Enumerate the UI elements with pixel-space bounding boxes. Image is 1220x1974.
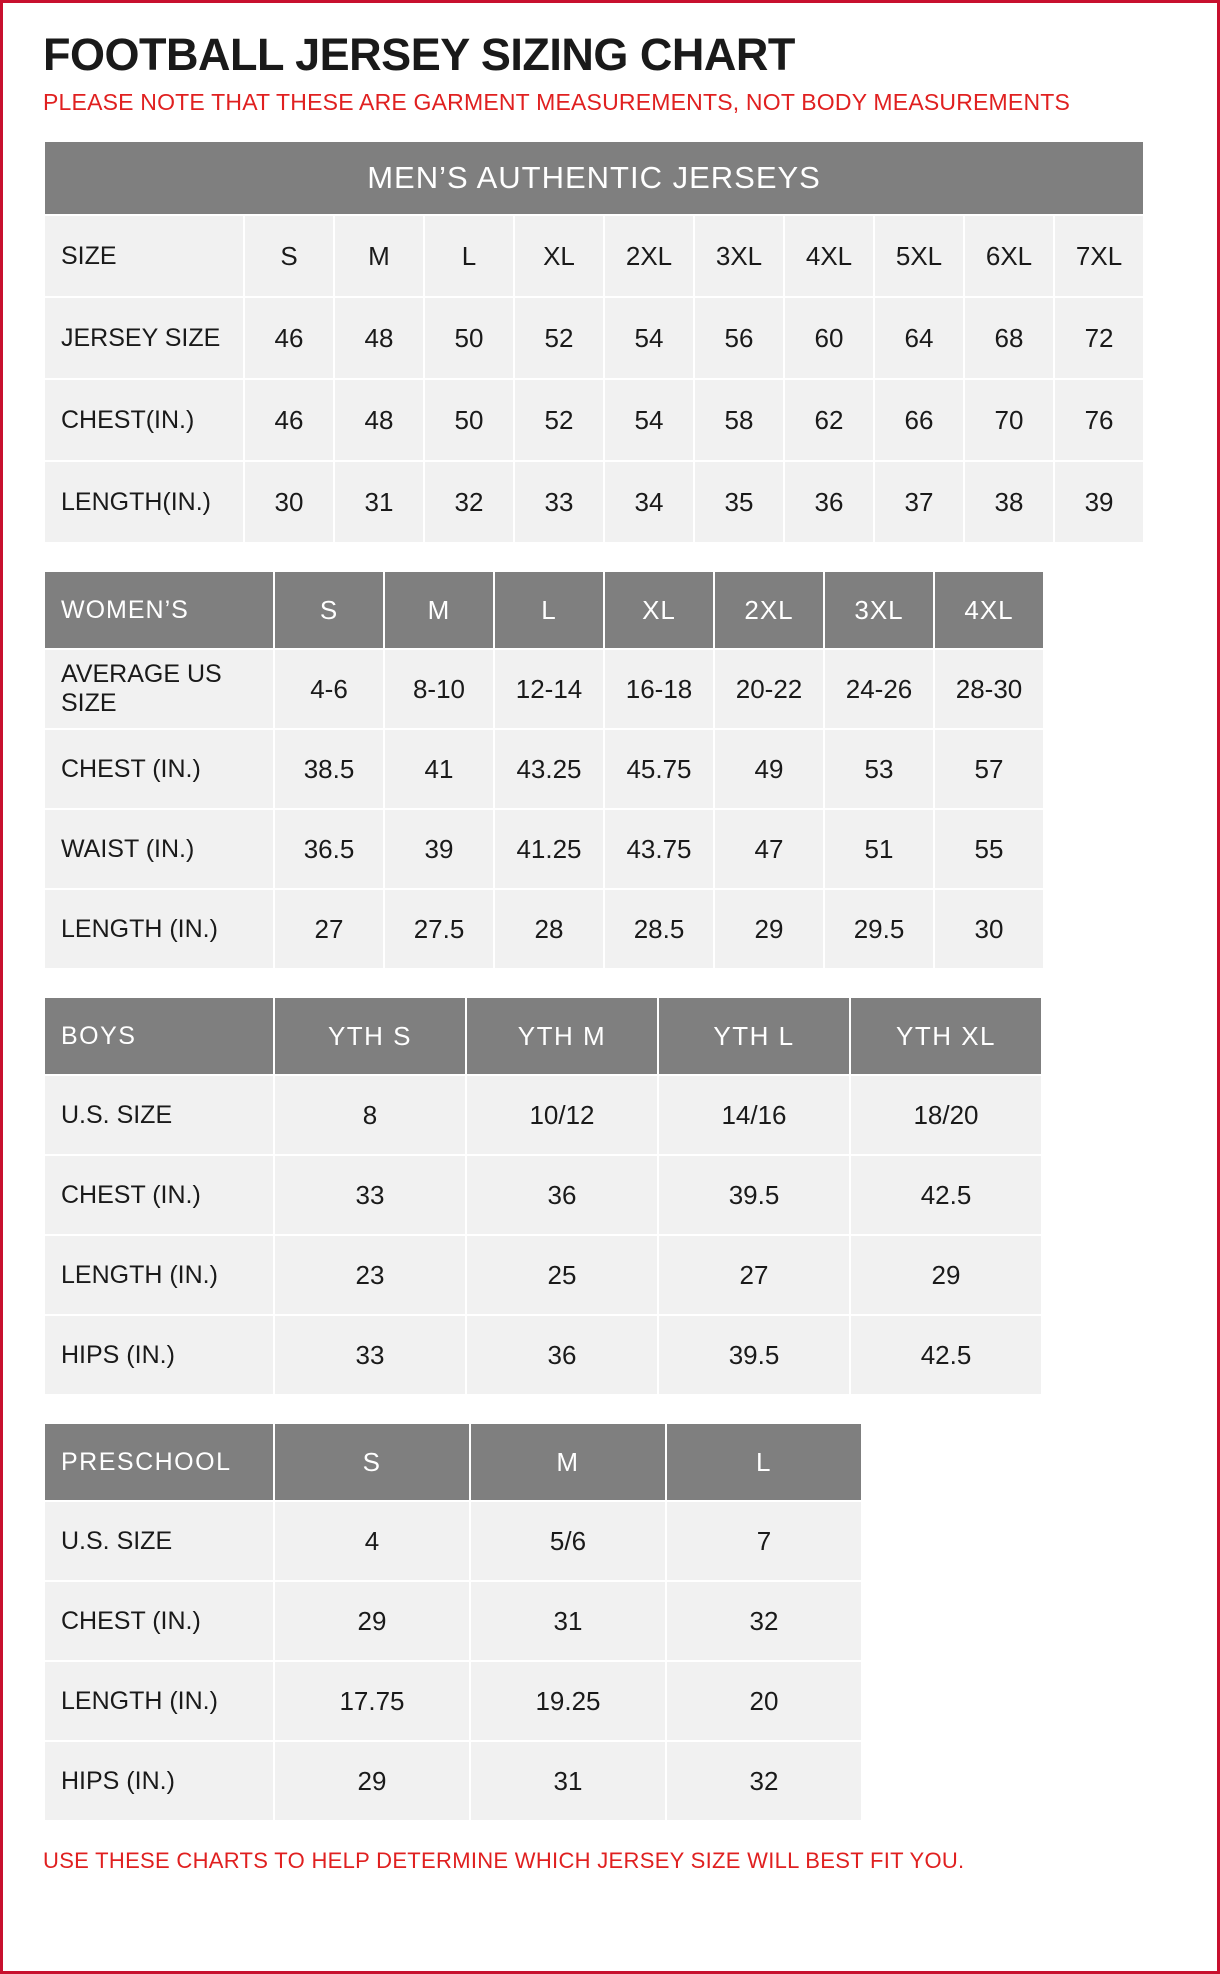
table-cell: 72	[1054, 297, 1144, 379]
row-label: SIZE	[44, 215, 244, 297]
table-cell: 20	[666, 1661, 862, 1741]
table-cell: 29	[274, 1581, 470, 1661]
table-cell: 4XL	[784, 215, 874, 297]
table-cell: 12-14	[494, 649, 604, 729]
table-cell: 46	[244, 297, 334, 379]
table-cell: 46	[244, 379, 334, 461]
table-cell: 4-6	[274, 649, 384, 729]
table-cell: 5XL	[874, 215, 964, 297]
row-label: HIPS (IN.)	[44, 1315, 274, 1395]
table-row	[44, 1235, 1042, 1315]
table-cell: 32	[666, 1741, 862, 1821]
table-cell: 70	[964, 379, 1054, 461]
table-cell: 66	[874, 379, 964, 461]
table-cell: 16-18	[604, 649, 714, 729]
mens-table-banner-row	[44, 141, 1144, 215]
table-cell: 31	[470, 1581, 666, 1661]
table-cell: 43.75	[604, 809, 714, 889]
table-cell: 32	[666, 1581, 862, 1661]
table-cell: 42.5	[850, 1155, 1042, 1235]
table-row	[44, 997, 1042, 1075]
table-cell: 76	[1054, 379, 1144, 461]
table-cell: 48	[334, 379, 424, 461]
table-cell: 45.75	[604, 729, 714, 809]
table-cell: 34	[604, 461, 694, 543]
table-cell: 8-10	[384, 649, 494, 729]
table-row	[44, 889, 1044, 969]
preschool-header-label: PRESCHOOL	[44, 1423, 274, 1501]
table-cell: 39.5	[658, 1315, 850, 1395]
table-header-cell: 2XL	[714, 571, 824, 649]
table-cell: 33	[274, 1315, 466, 1395]
page-subtitle: PLEASE NOTE THAT THESE ARE GARMENT MEASUREMENTS, NOT BODY MEASUREMENTS	[43, 89, 1071, 116]
table-cell: 39	[1054, 461, 1144, 543]
table-cell: 50	[424, 379, 514, 461]
table-cell: M	[334, 215, 424, 297]
table-cell: 29	[714, 889, 824, 969]
table-cell: 3XL	[694, 215, 784, 297]
table-row	[44, 1423, 862, 1501]
table-cell: 50	[424, 297, 514, 379]
table-cell: 53	[824, 729, 934, 809]
row-label: WAIST (IN.)	[44, 809, 274, 889]
table-cell: 41	[384, 729, 494, 809]
table-row	[44, 1501, 862, 1581]
table-header-cell: 3XL	[824, 571, 934, 649]
table-cell: 33	[274, 1155, 466, 1235]
table-row	[44, 215, 1144, 297]
table-row	[44, 461, 1144, 543]
table-row	[44, 1581, 862, 1661]
row-label: AVERAGE US SIZE	[44, 649, 274, 729]
table-cell: 64	[874, 297, 964, 379]
table-cell: 29	[274, 1741, 470, 1821]
footer-note: USE THESE CHARTS TO HELP DETERMINE WHICH JERSEY SIZE WILL BEST FIT YOU.	[43, 1848, 965, 1874]
row-label: HIPS (IN.)	[44, 1741, 274, 1821]
table-cell: 54	[604, 379, 694, 461]
table-cell: 57	[934, 729, 1044, 809]
table-header-cell: S	[274, 1423, 470, 1501]
table-cell: 4	[274, 1501, 470, 1581]
table-row	[44, 379, 1144, 461]
table-cell: 39	[384, 809, 494, 889]
table-cell: 36	[466, 1315, 658, 1395]
row-label: JERSEY SIZE	[44, 297, 244, 379]
table-header-cell: S	[274, 571, 384, 649]
table-header-cell: M	[470, 1423, 666, 1501]
mens-sizing-table	[43, 140, 1145, 544]
table-cell: 8	[274, 1075, 466, 1155]
table-cell: L	[424, 215, 514, 297]
table-header-cell: YTH S	[274, 997, 466, 1075]
table-header-cell: M	[384, 571, 494, 649]
table-cell: 27	[274, 889, 384, 969]
table-cell: 56	[694, 297, 784, 379]
table-row	[44, 571, 1044, 649]
table-row	[44, 729, 1044, 809]
womens-sizing-table	[43, 570, 1045, 970]
table-cell: 5/6	[470, 1501, 666, 1581]
table-cell: 38.5	[274, 729, 384, 809]
table-cell: 52	[514, 297, 604, 379]
table-cell: 54	[604, 297, 694, 379]
table-cell: 35	[694, 461, 784, 543]
table-cell: 27.5	[384, 889, 494, 969]
table-cell: 60	[784, 297, 874, 379]
table-cell: 31	[334, 461, 424, 543]
table-header-cell: L	[666, 1423, 862, 1501]
table-row	[44, 1315, 1042, 1395]
table-cell: S	[244, 215, 334, 297]
mens-banner: MEN’S AUTHENTIC JERSEYS	[44, 141, 1144, 215]
table-cell: 19.25	[470, 1661, 666, 1741]
row-label: CHEST(IN.)	[44, 379, 244, 461]
table-cell: 17.75	[274, 1661, 470, 1741]
table-cell: 7	[666, 1501, 862, 1581]
table-cell: 25	[466, 1235, 658, 1315]
table-cell: 68	[964, 297, 1054, 379]
table-cell: 62	[784, 379, 874, 461]
sizing-chart-page	[3, 3, 1217, 1892]
boys-sizing-table	[43, 996, 1043, 1396]
row-label: U.S. SIZE	[44, 1075, 274, 1155]
table-row	[44, 1155, 1042, 1235]
table-cell: 2XL	[604, 215, 694, 297]
table-cell: 36	[784, 461, 874, 543]
table-cell: 36	[466, 1155, 658, 1235]
table-header-cell: YTH XL	[850, 997, 1042, 1075]
row-label: CHEST (IN.)	[44, 1155, 274, 1235]
row-label: LENGTH (IN.)	[44, 889, 274, 969]
table-cell: 32	[424, 461, 514, 543]
table-cell: 47	[714, 809, 824, 889]
table-cell: 28.5	[604, 889, 714, 969]
table-cell: 30	[244, 461, 334, 543]
table-cell: XL	[514, 215, 604, 297]
table-header-cell: 4XL	[934, 571, 1044, 649]
row-label: LENGTH (IN.)	[44, 1235, 274, 1315]
table-cell: 20-22	[714, 649, 824, 729]
row-label: LENGTH (IN.)	[44, 1661, 274, 1741]
table-cell: 39.5	[658, 1155, 850, 1235]
table-cell: 10/12	[466, 1075, 658, 1155]
row-label: LENGTH(IN.)	[44, 461, 244, 543]
table-cell: 14/16	[658, 1075, 850, 1155]
row-label: CHEST (IN.)	[44, 729, 274, 809]
table-cell: 29.5	[824, 889, 934, 969]
boys-header-label: BOYS	[44, 997, 274, 1075]
page-title: FOOTBALL JERSEY SIZING CHART	[43, 29, 795, 80]
table-cell: 42.5	[850, 1315, 1042, 1395]
table-cell: 33	[514, 461, 604, 543]
table-row	[44, 1075, 1042, 1155]
table-cell: 24-26	[824, 649, 934, 729]
table-cell: 37	[874, 461, 964, 543]
table-cell: 23	[274, 1235, 466, 1315]
row-label: U.S. SIZE	[44, 1501, 274, 1581]
table-cell: 52	[514, 379, 604, 461]
preschool-sizing-table	[43, 1422, 863, 1822]
table-header-cell: YTH M	[466, 997, 658, 1075]
table-cell: 7XL	[1054, 215, 1144, 297]
table-header-cell: L	[494, 571, 604, 649]
table-header-cell: XL	[604, 571, 714, 649]
table-cell: 28	[494, 889, 604, 969]
table-cell: 6XL	[964, 215, 1054, 297]
table-cell: 43.25	[494, 729, 604, 809]
row-label: CHEST (IN.)	[44, 1581, 274, 1661]
table-row	[44, 1661, 862, 1741]
table-cell: 31	[470, 1741, 666, 1821]
table-cell: 38	[964, 461, 1054, 543]
table-row	[44, 809, 1044, 889]
table-cell: 30	[934, 889, 1044, 969]
table-cell: 49	[714, 729, 824, 809]
table-cell: 51	[824, 809, 934, 889]
table-cell: 41.25	[494, 809, 604, 889]
table-row	[44, 297, 1144, 379]
table-cell: 36.5	[274, 809, 384, 889]
table-cell: 18/20	[850, 1075, 1042, 1155]
table-header-cell: YTH L	[658, 997, 850, 1075]
table-cell: 27	[658, 1235, 850, 1315]
table-cell: 29	[850, 1235, 1042, 1315]
table-row	[44, 1741, 862, 1821]
table-cell: 48	[334, 297, 424, 379]
table-row	[44, 649, 1044, 729]
womens-header-label: WOMEN’S	[44, 571, 274, 649]
table-cell: 28-30	[934, 649, 1044, 729]
table-cell: 58	[694, 379, 784, 461]
table-cell: 55	[934, 809, 1044, 889]
